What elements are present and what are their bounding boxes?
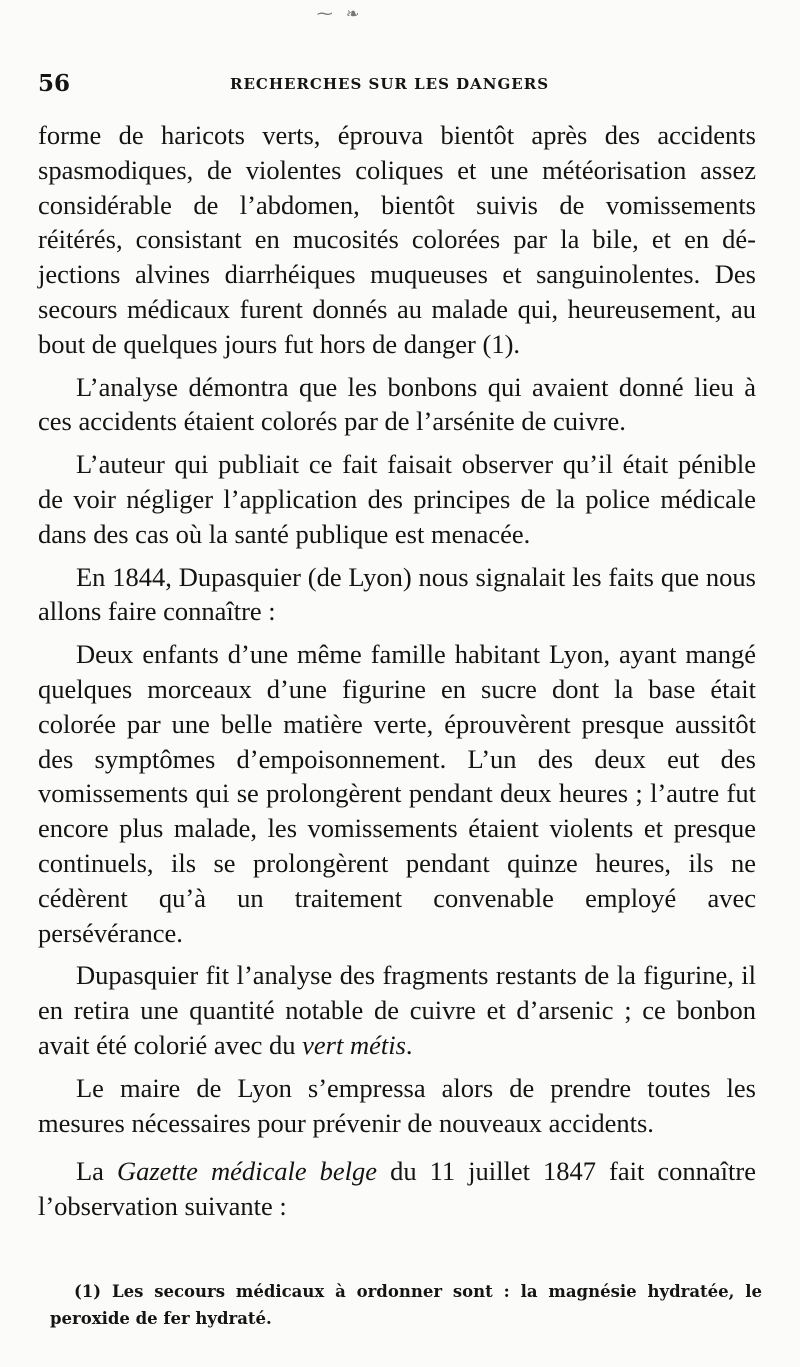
paragraph-p2 [38, 370, 756, 440]
running-head: RECHERCHES SUR LES DANGERS [230, 75, 550, 93]
paragraph-text: . [405, 1029, 413, 1060]
paragraph-p7 [38, 1071, 756, 1141]
body-text [38, 118, 756, 1232]
paragraph-text: Dupasquier fit l’analyse des fragments restants de la figurine, il en retira une quantité notable de cuivre et d’arsenic ; ce bonbon avait été colorié avec du [38, 960, 756, 1060]
paragraph-text: Le maire de Lyon s’empressa alors de prendre toutes les mesures nécessaires pour prévenir de nouveaux accidents. [38, 1072, 756, 1138]
paragraph-text: La [76, 1156, 117, 1187]
paragraph-text: Deux enfants d’une même famille habitant Lyon, ayant mangé quelques morceaux d’une figurine en sucre dont la base était colorée par une belle matière verte, éprouvèrent presque aussitôt des symptômes d’empoisonnement. L’un des deux eut des vomissements qui se prolongèrent pendant deux heures ; l’autre fut encore plus malade, les vomissements étaient violents et presque continuels, ils se prolongèrent pendant quinze heures, ils ne cédèrent qu’à un traitement convenable employé avec persévérance. [38, 639, 756, 948]
paragraph-p1 [38, 118, 756, 362]
page-header [38, 70, 768, 102]
paragraph-p5 [38, 637, 756, 950]
paragraph-text: forme de haricots verts, éprouva bientôt après des accidents spasmodiques, de violentes coliques et une météorisation assez considérable de l’abdomen, bientôt suivis de vomissements réitérés, consistant en mucosités colorées par la bile, et en déjections alvines diarrhéiques muqueuses et sanguinolentes. Des secours médicaux furent donnés au malade qui, heureusement, au bout de quelques jours fut hors de danger (1). [38, 120, 756, 359]
paragraph-p4 [38, 560, 756, 630]
paragraph-text: L’auteur qui publiait ce fait faisait observer qu’il était pénible de voir négliger l’application des principes de la police médicale dans des cas où la santé publique est menacée. [38, 449, 756, 549]
ornament-icon: ⁓ ❧ [316, 4, 364, 23]
footnote-text: Les secours médicaux à ordonner sont : la magnésie hydratée, le peroxide de fer hydraté. [50, 1282, 762, 1328]
italic-text: vert métis [302, 1029, 406, 1060]
paragraph-text: En 1844, Dupasquier (de Lyon) nous signalait les faits que nous allons faire connaître : [38, 561, 756, 627]
italic-text: Gazette médicale belge [116, 1156, 378, 1187]
paragraph-text: du 11 juillet 1847 fait connaître l’observation suivante : [38, 1156, 756, 1222]
footnote-mark: (1) [74, 1282, 102, 1301]
footnote [50, 1278, 762, 1332]
paragraph-p6 [38, 958, 756, 1062]
paragraph-text: L’analyse démontra que les bonbons qui avaient donné lieu à ces accidents étaient colorés par de l’arsénite de cuivre. [38, 371, 756, 437]
paragraph-p3 [38, 447, 756, 551]
page-number: 56 [38, 70, 71, 97]
paragraph-p8 [38, 1154, 756, 1224]
